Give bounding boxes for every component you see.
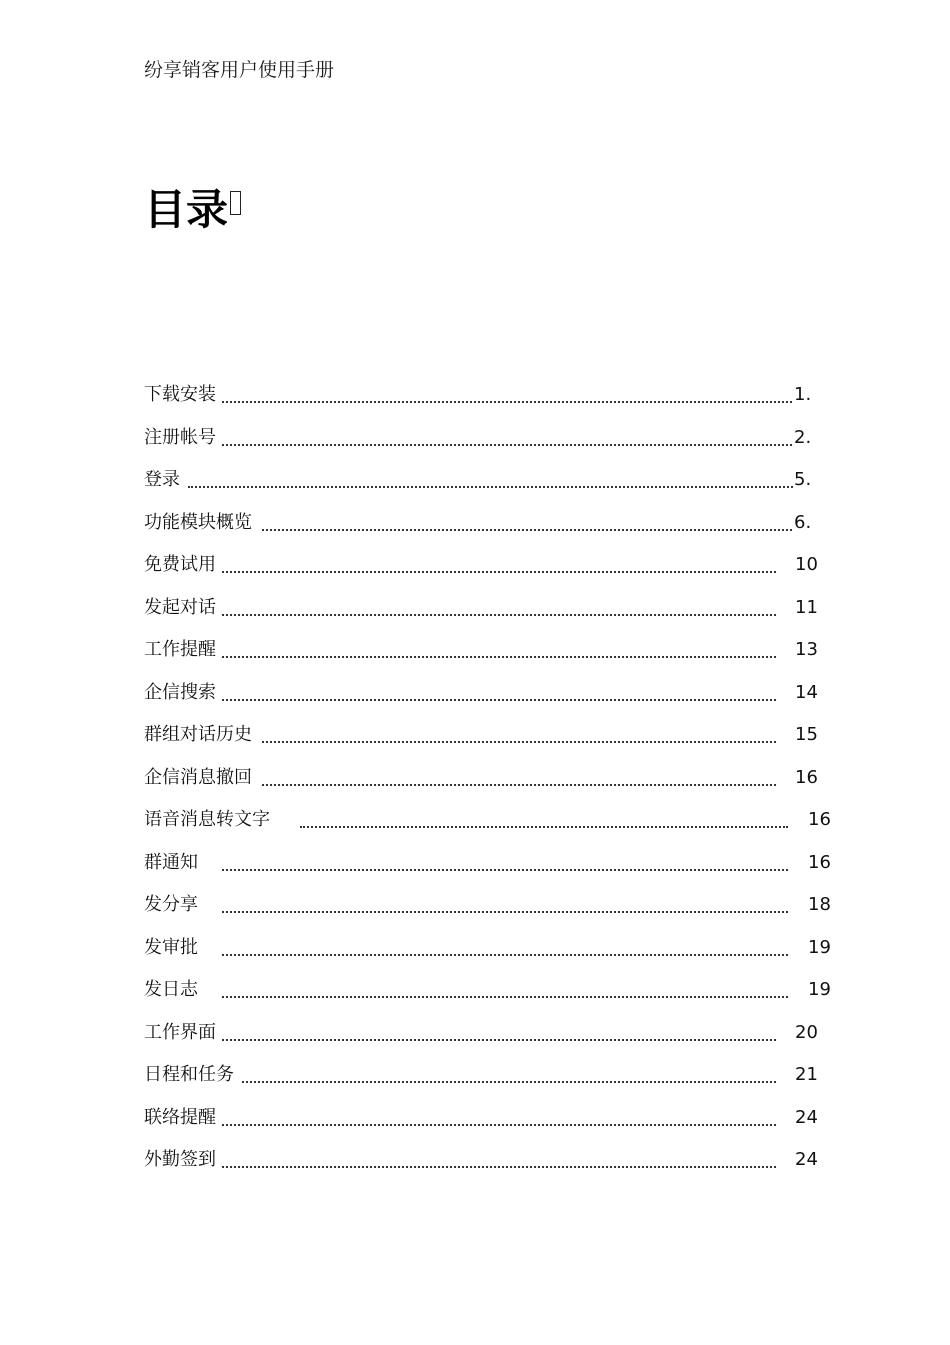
- toc-dot-leader: [262, 741, 776, 743]
- toc-entry[interactable]: [144, 1103, 844, 1146]
- toc-entry-page-number: 18: [808, 890, 831, 920]
- toc-entry-page-number: 1.: [794, 380, 811, 410]
- toc-entry-page-number: 16: [808, 848, 831, 878]
- toc-entry-title: 发起对话: [144, 593, 219, 623]
- toc-dot-leader: [300, 826, 788, 828]
- toc-entry[interactable]: [144, 1018, 844, 1061]
- toc-entry-page-number: 2.: [794, 423, 811, 453]
- toc-entry-title: 外勤签到: [144, 1145, 219, 1175]
- toc-entry-title: 发日志: [144, 975, 201, 1005]
- toc-entry[interactable]: [144, 1145, 844, 1188]
- toc-dot-leader: [222, 656, 776, 658]
- toc-entry[interactable]: [144, 550, 844, 593]
- toc-entry[interactable]: [144, 975, 844, 1018]
- missing-glyph-box: [230, 191, 241, 215]
- toc-entry-page-number: 21: [795, 1060, 818, 1090]
- toc-entry-title: 群通知: [144, 848, 201, 878]
- toc-entry[interactable]: [144, 465, 844, 508]
- toc-entry-page-number: 16: [795, 763, 818, 793]
- toc-entry-title: 登录: [144, 465, 183, 495]
- toc-entry-page-number: 19: [808, 933, 831, 963]
- toc-dot-leader: [222, 401, 800, 403]
- toc-dot-leader: [222, 954, 788, 956]
- toc-entry-page-number: 11: [795, 593, 818, 623]
- toc-entry-title: 联络提醒: [144, 1103, 219, 1133]
- toc-entry-title: 企信消息撤回: [144, 763, 255, 793]
- toc-entry[interactable]: [144, 678, 844, 721]
- toc-dot-leader: [222, 869, 788, 871]
- toc-entry-title: 功能模块概览: [144, 508, 255, 538]
- toc-entry-title: 注册帐号: [144, 423, 219, 453]
- toc-entry[interactable]: [144, 380, 844, 423]
- toc-entry[interactable]: [144, 508, 844, 551]
- toc-entry-page-number: 24: [795, 1145, 818, 1175]
- toc-entry-title: 发分享: [144, 890, 201, 920]
- toc-entry-title: 工作提醒: [144, 635, 219, 665]
- toc-entry-page-number: 10: [795, 550, 818, 580]
- toc-heading-text: 目录: [144, 185, 229, 234]
- toc-entry[interactable]: [144, 933, 844, 976]
- toc-entry[interactable]: [144, 423, 844, 466]
- toc-entry-page-number: 6.: [794, 508, 811, 538]
- toc-entry-page-number: 14: [795, 678, 818, 708]
- toc-entry-title: 群组对话历史: [144, 720, 255, 750]
- toc-dot-leader: [222, 614, 776, 616]
- toc-entry-page-number: 24: [795, 1103, 818, 1133]
- toc-entry[interactable]: [144, 1060, 844, 1103]
- toc-dot-leader: [242, 1081, 776, 1083]
- toc-entry-title: 企信搜索: [144, 678, 219, 708]
- toc-entry-page-number: 15: [795, 720, 818, 750]
- toc-dot-leader: [222, 911, 788, 913]
- toc-dot-leader: [262, 529, 800, 531]
- toc-entry-title: 发审批: [144, 933, 201, 963]
- toc-entry-page-number: 20: [795, 1018, 818, 1048]
- toc-entry-page-number: 16: [808, 805, 831, 835]
- toc-entry-page-number: 19: [808, 975, 831, 1005]
- toc-dot-leader: [222, 996, 788, 998]
- toc-dot-leader: [222, 1039, 776, 1041]
- toc-dot-leader: [222, 1124, 776, 1126]
- toc-entry[interactable]: [144, 720, 844, 763]
- toc-heading: [144, 184, 241, 236]
- toc-entry[interactable]: [144, 593, 844, 636]
- toc-dot-leader: [188, 486, 800, 488]
- toc-entry[interactable]: [144, 635, 844, 678]
- toc-entry-title: 日程和任务: [144, 1060, 237, 1090]
- toc-entry-page-number: 13: [795, 635, 818, 665]
- toc-dot-leader: [262, 784, 776, 786]
- toc-dot-leader: [222, 699, 776, 701]
- toc-entry[interactable]: [144, 848, 844, 891]
- table-of-contents: [144, 380, 844, 1188]
- toc-entry-title: 免费试用: [144, 550, 219, 580]
- toc-entry[interactable]: [144, 890, 844, 933]
- toc-entry-title: 下载安装: [144, 380, 219, 410]
- toc-entry-title: 工作界面: [144, 1018, 219, 1048]
- toc-dot-leader: [222, 444, 800, 446]
- toc-entry-title: 语音消息转文字: [144, 805, 273, 835]
- toc-dot-leader: [222, 571, 776, 573]
- toc-entry[interactable]: [144, 805, 844, 848]
- toc-dot-leader: [222, 1166, 776, 1168]
- toc-entry[interactable]: [144, 763, 844, 806]
- toc-entry-page-number: 5.: [794, 465, 811, 495]
- running-header: 纷享销客用户使用手册: [144, 59, 335, 81]
